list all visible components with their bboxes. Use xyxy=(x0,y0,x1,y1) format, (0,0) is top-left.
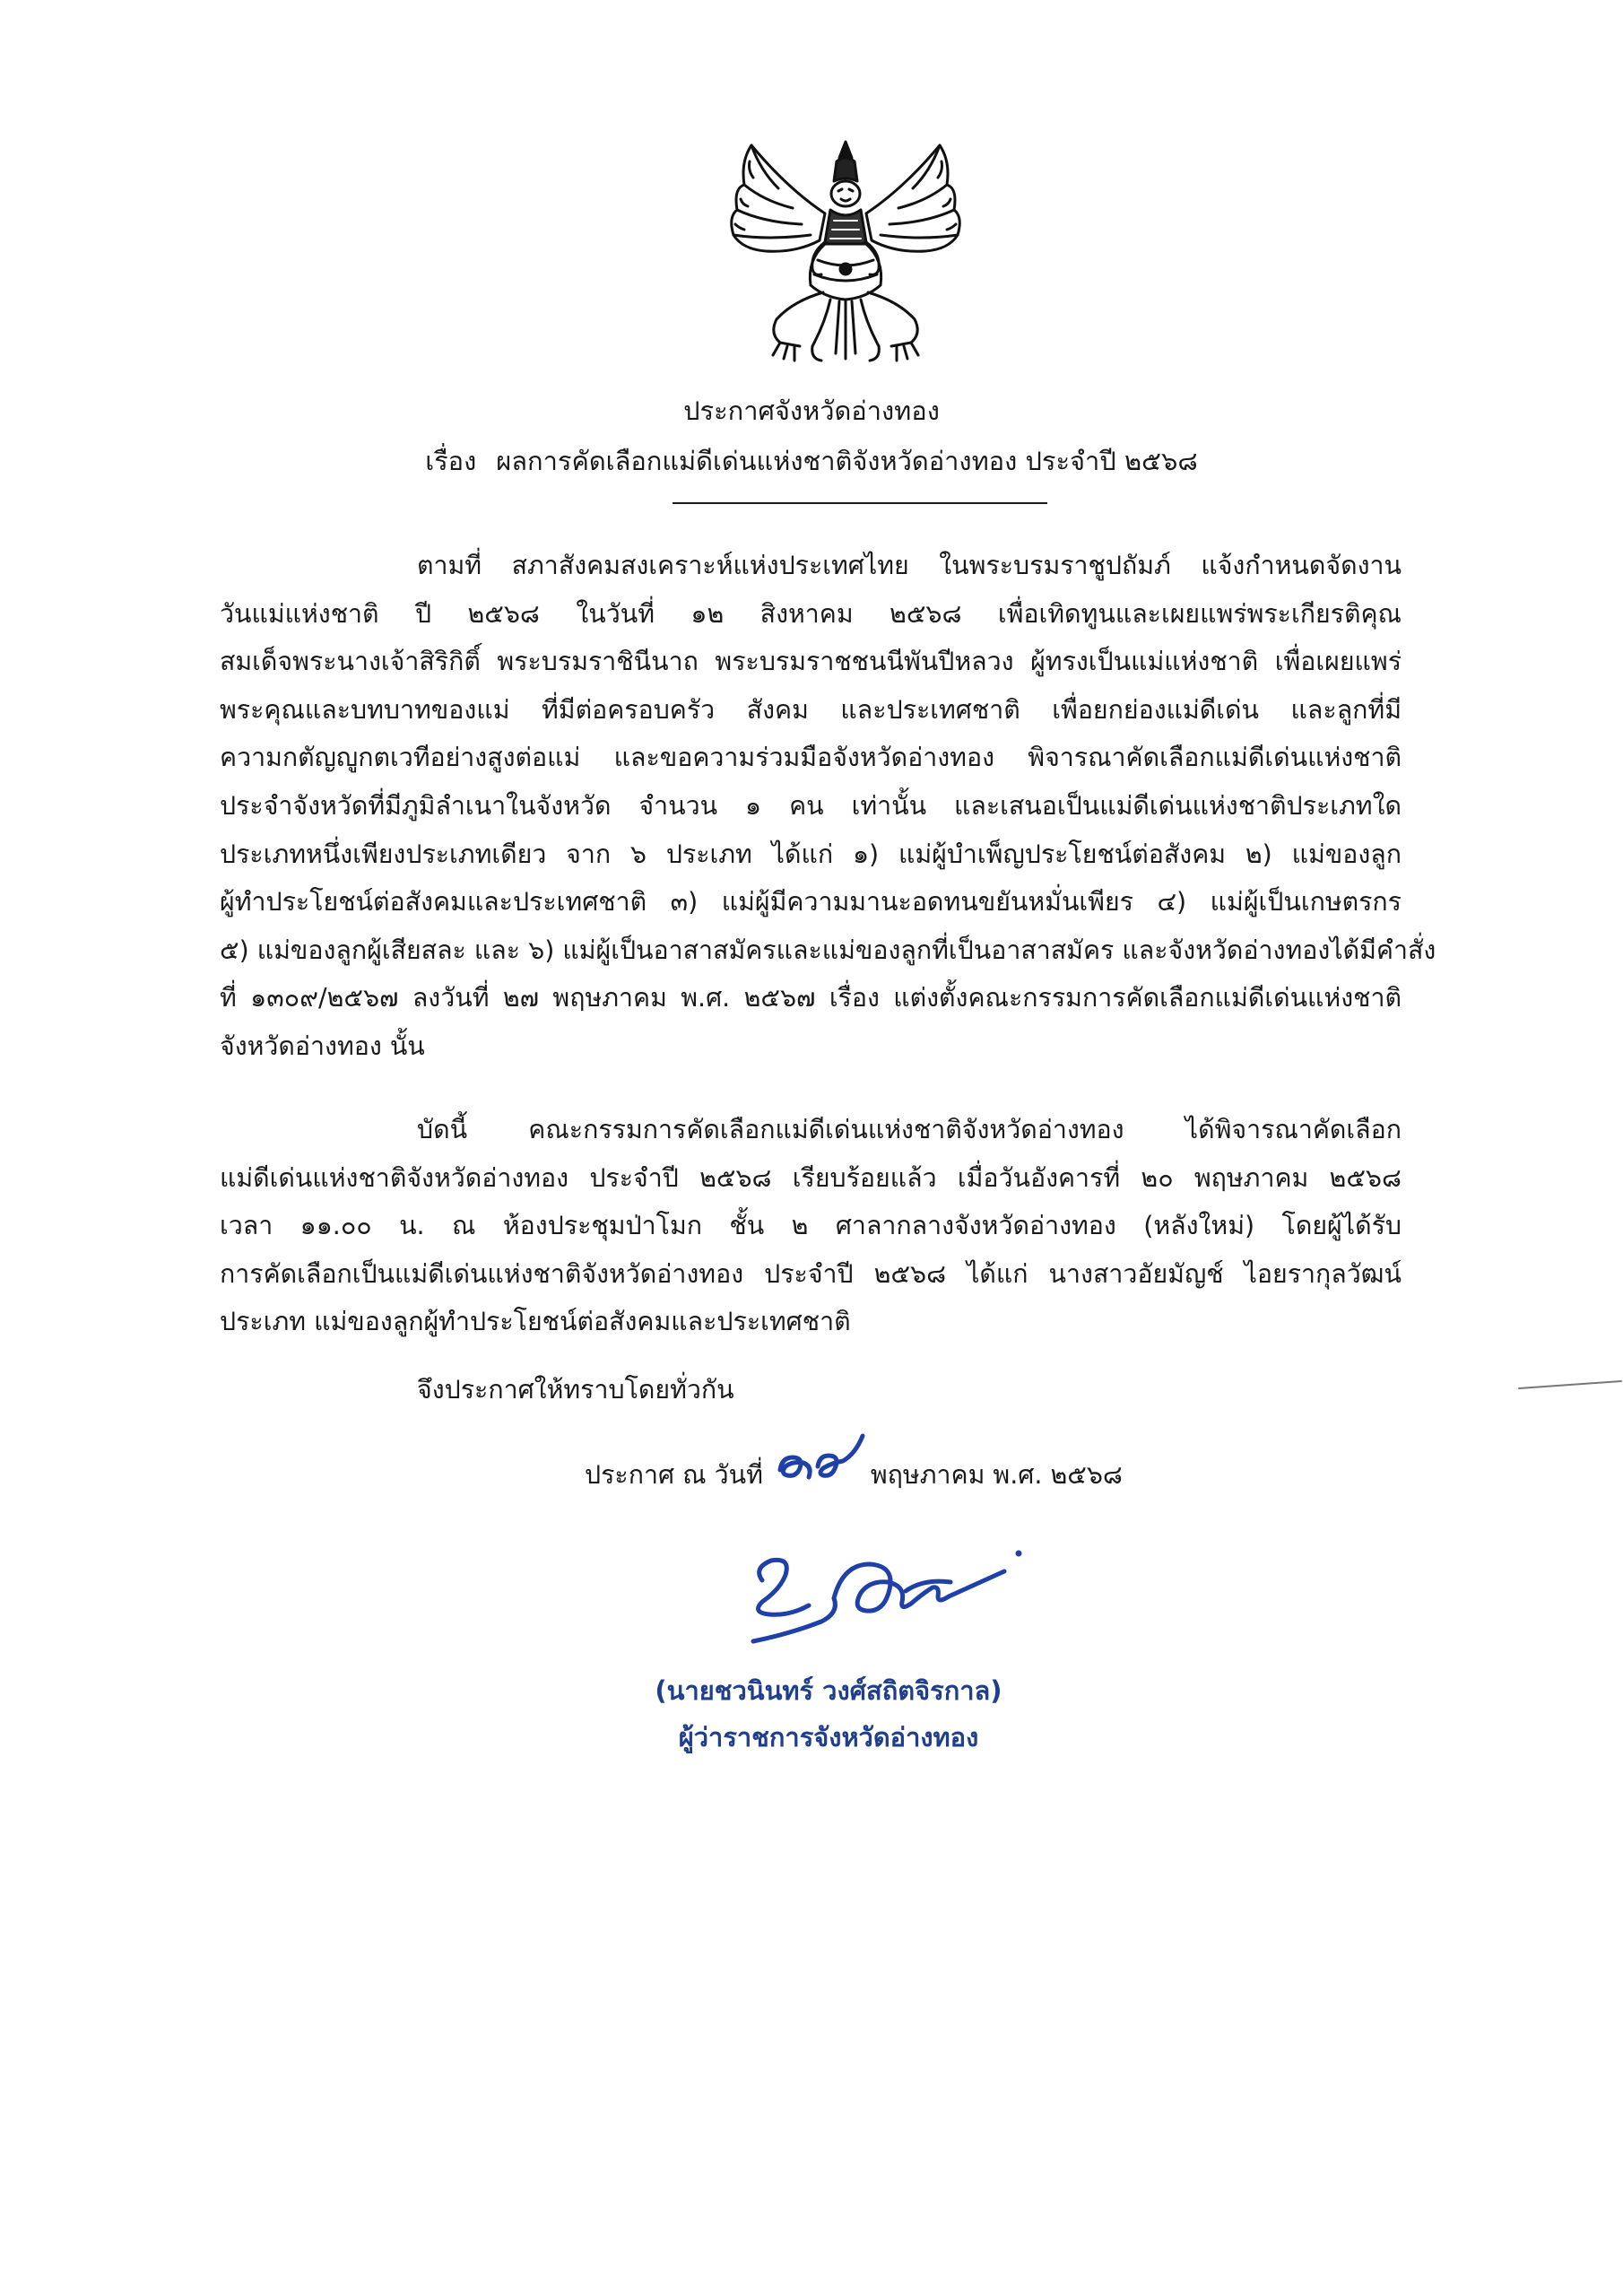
date-prefix: ประกาศ ณ วันที่ xyxy=(585,1460,763,1490)
closing-statement: จึงประกาศให้ทราบโดยทั่วกัน xyxy=(417,1375,734,1405)
signature xyxy=(735,1516,1058,1659)
paragraph-line: การคัดเลือกเป็นแม่ดีเด่นแห่งชาติจังหวัดอ่างทอง ประจำปี ๒๕๖๘ ได้แก่ นางสาวอัยมัญช์ ไอยรากุลวัฒน์ xyxy=(220,1258,1402,1289)
paragraph-line: วันแม่แห่งชาติ ปี ๒๕๖๘ ในวันที่ ๑๒ สิงหาคม ๒๕๖๘ เพื่อเทิดทูนและเผยแพร่พระเกียรติคุณ xyxy=(220,598,1402,629)
announcement-subject xyxy=(0,441,1623,481)
paragraph-line: ที่ ๑๓๐๙/๒๕๖๗ ลงวันที่ ๒๗ พฤษภาคม พ.ศ. ๒๕๖๗ เรื่อง แต่งตั้งคณะกรรมการคัดเลือกแม่ดีเด่นแห่งชาติ xyxy=(220,983,1402,1013)
paragraph-line: ตามที่ สภาสังคมสงเคราะห์แห่งประเทศไทย ในพระบรมราชูปถัมภ์ แจ้งกำหนดจัดงาน xyxy=(417,551,1402,580)
paragraph-2 xyxy=(220,1106,1402,1346)
paragraph-line: พระคุณและบทบาทของแม่ ที่มีต่อครอบครัว สังคม และประเทศชาติ เพื่อยกย่องแม่ดีเด่น และลูกที่มี xyxy=(220,694,1402,725)
date-suffix: พฤษภาคม พ.ศ. ๒๕๖๘ xyxy=(870,1460,1123,1490)
paragraph-line: ความกตัญญูกตเวทีอย่างสูงต่อแม่ และขอความร่วมมือจังหวัดอ่างทอง พิจารณาคัดเลือกแม่ดีเด่นแห่งชาติ xyxy=(220,743,1402,773)
paragraph-line: จังหวัดอ่างทอง นั้น xyxy=(220,1031,425,1061)
paragraph-line: ผู้ทำประโยชน์ต่อสังคมและประเทศชาติ ๓) แม่ผู้มีความมานะอดทนขยันหมั่นเพียร ๔) แม่ผู้เป็นเกษตรกร xyxy=(220,887,1402,918)
paragraph-line: บัดนี้ คณะกรรมการคัดเลือกแม่ดีเด่นแห่งชาติจังหวัดอ่างทอง ได้พิจารณาคัดเลือก xyxy=(417,1115,1402,1144)
paragraph-line: แม่ดีเด่นแห่งชาติจังหวัดอ่างทอง ประจำปี ๒๕๖๘ เรียบร้อยแล้ว เมื่อวันอังคารที่ ๒๐ พฤษภาคม ๒๕๖๘ xyxy=(220,1162,1402,1193)
announcement-title: ประกาศจังหวัดอ่างทอง xyxy=(683,396,940,426)
paragraph-line: ๕) แม่ของลูกผู้เสียสละ และ ๖) แม่ผู้เป็นอาสาสมัครและแม่ของลูกที่เป็นอาสาสมัคร และจังหวัดอ่างทองได้มีคำสั่ง xyxy=(220,935,1436,965)
paragraph-line: ประเภท แม่ของลูกผู้ทำประโยชน์ต่อสังคมและประเทศชาติ xyxy=(220,1307,851,1337)
paragraph-line: เวลา ๑๑.๐๐ น. ณ ห้องประชุมป่าโมก ชั้น ๒ ศาลากลางจังหวัดอ่างทอง (หลังใหม่) โดยผู้ได้รับ xyxy=(220,1211,1402,1241)
subject-label: เรื่อง xyxy=(425,446,477,476)
subject-text: ผลการคัดเลือกแม่ดีเด่นแห่งชาติจังหวัดอ่างทอง ประจำปี ๒๕๖๘ xyxy=(496,446,1198,476)
garuda-emblem-icon xyxy=(725,135,967,370)
paragraph-1 xyxy=(220,542,1436,1071)
signer-name: (นายชวนินทร์ วงศ์สถิตจิรกาล) xyxy=(655,1675,1002,1706)
paragraph-line: ประเภทหนึ่งเพียงประเภทเดียว จาก ๖ ประเภท ได้แก่ ๑) แม่ผู้บำเพ็ญประโยชน์ต่อสังคม ๒) แม่ของลูก xyxy=(220,839,1402,869)
paragraph-line: ประจำจังหวัดที่มีภูมิลำเนาในจังหวัด จำนวน ๑ คน เท่านั้น และเสนอเป็นแม่ดีเด่นแห่งชาติประเภทใด xyxy=(220,790,1402,821)
signer-position: ผู้ว่าราชการจังหวัดอ่างทอง xyxy=(678,1722,979,1752)
handwritten-day-numeral xyxy=(773,1431,870,1484)
scan-artifact-mark xyxy=(1517,1379,1623,1390)
title-divider xyxy=(673,502,1047,504)
paragraph-line: สมเด็จพระนางเจ้าสิริกิติ์ พระบรมราชินีนาถ พระบรมราชชนนีพันปีหลวง ผู้ทรงเป็นแม่แห่งชาติ เพื่อเผยแพร่ xyxy=(220,647,1402,677)
